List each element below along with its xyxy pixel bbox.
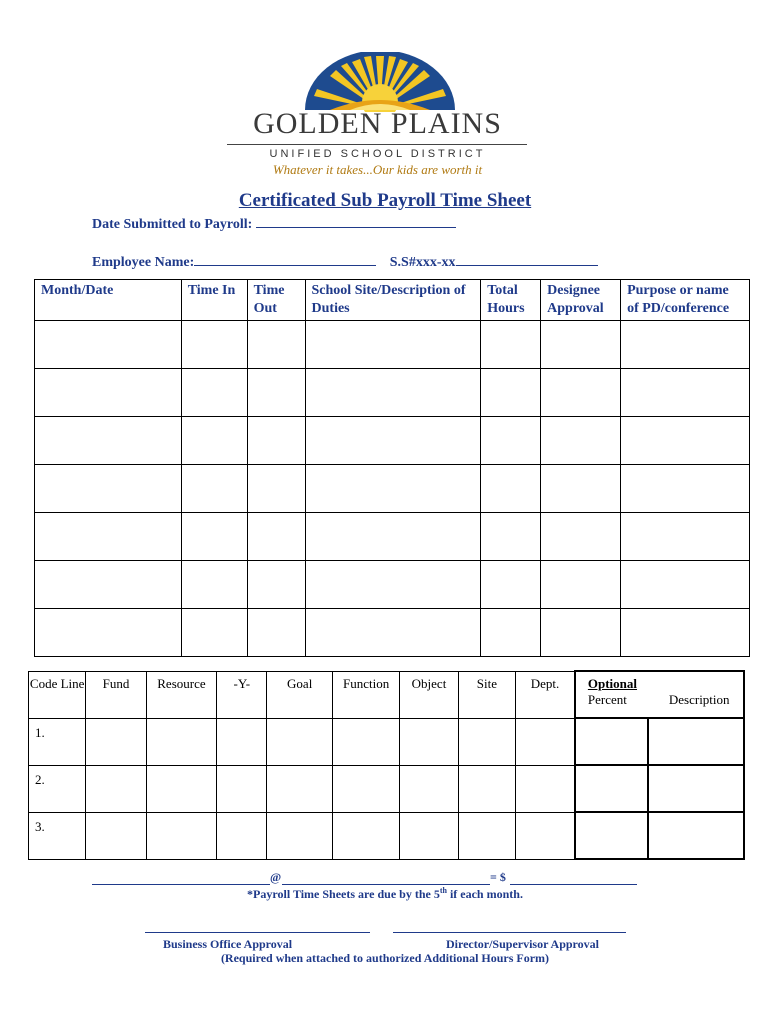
due-note-text: *Payroll Time Sheets are due by the 5	[247, 887, 440, 901]
header-school-site: School Site/Description of Duties	[305, 280, 481, 321]
time-table-cell[interactable]	[35, 561, 182, 609]
account-cell[interactable]	[648, 718, 744, 765]
header-designee-approval: Designee Approval	[541, 280, 621, 321]
time-table-cell[interactable]	[541, 561, 621, 609]
time-table-row	[35, 417, 750, 465]
header-code-line: Code Line	[29, 671, 86, 718]
account-cell[interactable]	[146, 812, 216, 859]
business-office-signature-line[interactable]	[145, 932, 370, 933]
account-cell[interactable]	[400, 765, 458, 812]
time-table-cell[interactable]	[247, 321, 305, 369]
time-table-cell[interactable]	[181, 561, 247, 609]
account-cell[interactable]	[267, 718, 332, 765]
account-cell[interactable]	[267, 812, 332, 859]
time-table-cell[interactable]	[481, 609, 541, 657]
time-table-cell[interactable]	[247, 513, 305, 561]
time-table-cell[interactable]	[481, 561, 541, 609]
account-cell[interactable]	[575, 812, 648, 859]
account-code-table	[28, 670, 745, 860]
account-table-row	[29, 765, 745, 812]
code-line-number: 3.	[29, 812, 86, 859]
header-time-out: Time Out	[247, 280, 305, 321]
account-cell[interactable]	[516, 812, 575, 859]
total-line[interactable]	[510, 884, 637, 885]
header-purpose: Purpose or name of PD/conference	[621, 280, 750, 321]
time-table-cell[interactable]	[247, 417, 305, 465]
employee-name-label: Employee Name:	[92, 255, 195, 270]
date-submitted-field[interactable]	[256, 213, 456, 228]
account-cell[interactable]	[575, 765, 648, 812]
time-table-cell[interactable]	[305, 369, 481, 417]
time-table-cell[interactable]	[541, 513, 621, 561]
header-resource: Resource	[146, 671, 216, 718]
due-note	[0, 886, 770, 902]
account-table-row	[29, 718, 745, 765]
time-table-row	[35, 609, 750, 657]
time-table-cell[interactable]	[621, 561, 750, 609]
account-cell[interactable]	[86, 718, 146, 765]
account-cell[interactable]	[516, 718, 575, 765]
time-table-cell[interactable]	[305, 465, 481, 513]
due-note-sup: th	[439, 886, 447, 895]
sunburst-logo-icon	[300, 52, 460, 112]
account-cell[interactable]	[458, 718, 515, 765]
account-cell[interactable]	[217, 765, 267, 812]
time-table-cell[interactable]	[305, 321, 481, 369]
logo-subtitle: UNIFIED SCHOOL DISTRICT	[269, 148, 486, 160]
time-table-cell[interactable]	[481, 369, 541, 417]
account-cell[interactable]	[332, 718, 399, 765]
time-table-cell[interactable]	[35, 417, 182, 465]
time-table-cell[interactable]	[35, 609, 182, 657]
header-y: -Y-	[217, 671, 267, 718]
time-table-cell[interactable]	[181, 513, 247, 561]
equals-dollar: = $	[490, 870, 506, 884]
time-table-row	[35, 465, 750, 513]
account-table-row	[29, 812, 745, 859]
time-table-cell[interactable]	[305, 513, 481, 561]
time-table-cell[interactable]	[481, 321, 541, 369]
time-table-cell[interactable]	[481, 417, 541, 465]
time-table-cell[interactable]	[621, 465, 750, 513]
time-table-row	[35, 369, 750, 417]
at-sign: @	[270, 870, 282, 884]
account-cell[interactable]	[458, 812, 515, 859]
district-logo	[225, 52, 535, 177]
header-object: Object	[400, 671, 458, 718]
time-table-cell[interactable]	[181, 465, 247, 513]
time-table	[34, 279, 750, 657]
time-table-cell[interactable]	[35, 513, 182, 561]
time-table-cell[interactable]	[247, 465, 305, 513]
due-note-tail: if each month.	[446, 887, 523, 901]
header-function: Function	[332, 671, 399, 718]
account-cell[interactable]	[648, 812, 744, 859]
account-cell[interactable]	[332, 765, 399, 812]
time-table-cell[interactable]	[35, 321, 182, 369]
code-line-number: 2.	[29, 765, 86, 812]
time-table-cell[interactable]	[305, 609, 481, 657]
time-table-cell[interactable]	[541, 321, 621, 369]
logo-divider	[227, 144, 527, 145]
time-table-row	[35, 513, 750, 561]
account-cell[interactable]	[146, 718, 216, 765]
header-total-hours: Total Hours	[481, 280, 541, 321]
time-table-cell[interactable]	[621, 321, 750, 369]
time-table-cell[interactable]	[247, 561, 305, 609]
ssn-label: S.S#xxx-xx	[389, 255, 456, 270]
time-table-cell[interactable]	[541, 369, 621, 417]
time-table-cell[interactable]	[181, 369, 247, 417]
time-table-cell[interactable]	[481, 513, 541, 561]
logo-name: GOLDEN PLAINS	[253, 107, 502, 140]
account-cell[interactable]	[400, 812, 458, 859]
time-table-cell[interactable]	[247, 609, 305, 657]
time-table-cell[interactable]	[481, 465, 541, 513]
time-table-cell[interactable]	[247, 369, 305, 417]
time-table-cell[interactable]	[305, 417, 481, 465]
director-signature-line[interactable]	[393, 932, 626, 933]
code-line-number: 1.	[29, 718, 86, 765]
account-table-header	[29, 671, 745, 718]
time-table-cell[interactable]	[541, 465, 621, 513]
account-cell[interactable]	[86, 812, 146, 859]
date-submitted-label: Date Submitted to Payroll:	[92, 217, 253, 232]
time-table-cell[interactable]	[35, 465, 182, 513]
director-label: Director/Supervisor Approval	[446, 937, 599, 951]
business-office-label: Business Office Approval	[163, 937, 293, 951]
account-cell[interactable]	[458, 765, 515, 812]
time-table-cell[interactable]	[541, 609, 621, 657]
time-table-cell[interactable]	[541, 417, 621, 465]
account-cell[interactable]	[575, 718, 648, 765]
employee-name-field[interactable]	[194, 251, 376, 266]
hours-line[interactable]	[92, 884, 270, 885]
ssn-field[interactable]	[456, 251, 598, 266]
account-cell[interactable]	[332, 812, 399, 859]
employee-row	[92, 251, 598, 271]
time-table-cell[interactable]	[181, 609, 247, 657]
header-fund: Fund	[86, 671, 146, 718]
date-submitted-row	[92, 213, 456, 233]
optional-label: Optional	[587, 676, 638, 691]
time-table-cell[interactable]	[181, 321, 247, 369]
rate-line[interactable]	[282, 884, 490, 885]
header-time-in: Time In	[181, 280, 247, 321]
page-title: Certificated Sub Payroll Time Sheet	[238, 190, 532, 211]
account-cell[interactable]	[267, 765, 332, 812]
header-month-date: Month/Date	[35, 280, 182, 321]
account-cell[interactable]	[86, 765, 146, 812]
time-table-cell[interactable]	[305, 561, 481, 609]
optional-percent-label: Percent	[587, 692, 627, 707]
logo-tagline: Whatever it takes...Our kids are worth it	[272, 162, 483, 177]
header-dept: Dept.	[516, 671, 575, 718]
time-table-cell[interactable]	[621, 609, 750, 657]
rate-calculation-row	[92, 870, 637, 884]
time-table-header	[35, 280, 750, 321]
optional-description-label: Description	[668, 692, 730, 707]
required-note: (Required when attached to authorized Additional Hours Form)	[220, 951, 550, 965]
account-cell[interactable]	[400, 718, 458, 765]
optional-header	[575, 671, 744, 718]
time-table-cell[interactable]	[621, 417, 750, 465]
time-table-row	[35, 321, 750, 369]
time-table-cell[interactable]	[621, 513, 750, 561]
time-table-row	[35, 561, 750, 609]
time-table-cell[interactable]	[35, 369, 182, 417]
header-goal: Goal	[267, 671, 332, 718]
time-table-cell[interactable]	[181, 417, 247, 465]
account-cell[interactable]	[217, 718, 267, 765]
account-cell[interactable]	[217, 812, 267, 859]
account-cell[interactable]	[146, 765, 216, 812]
account-cell[interactable]	[516, 765, 575, 812]
header-site: Site	[458, 671, 515, 718]
account-cell[interactable]	[648, 765, 744, 812]
time-table-cell[interactable]	[621, 369, 750, 417]
